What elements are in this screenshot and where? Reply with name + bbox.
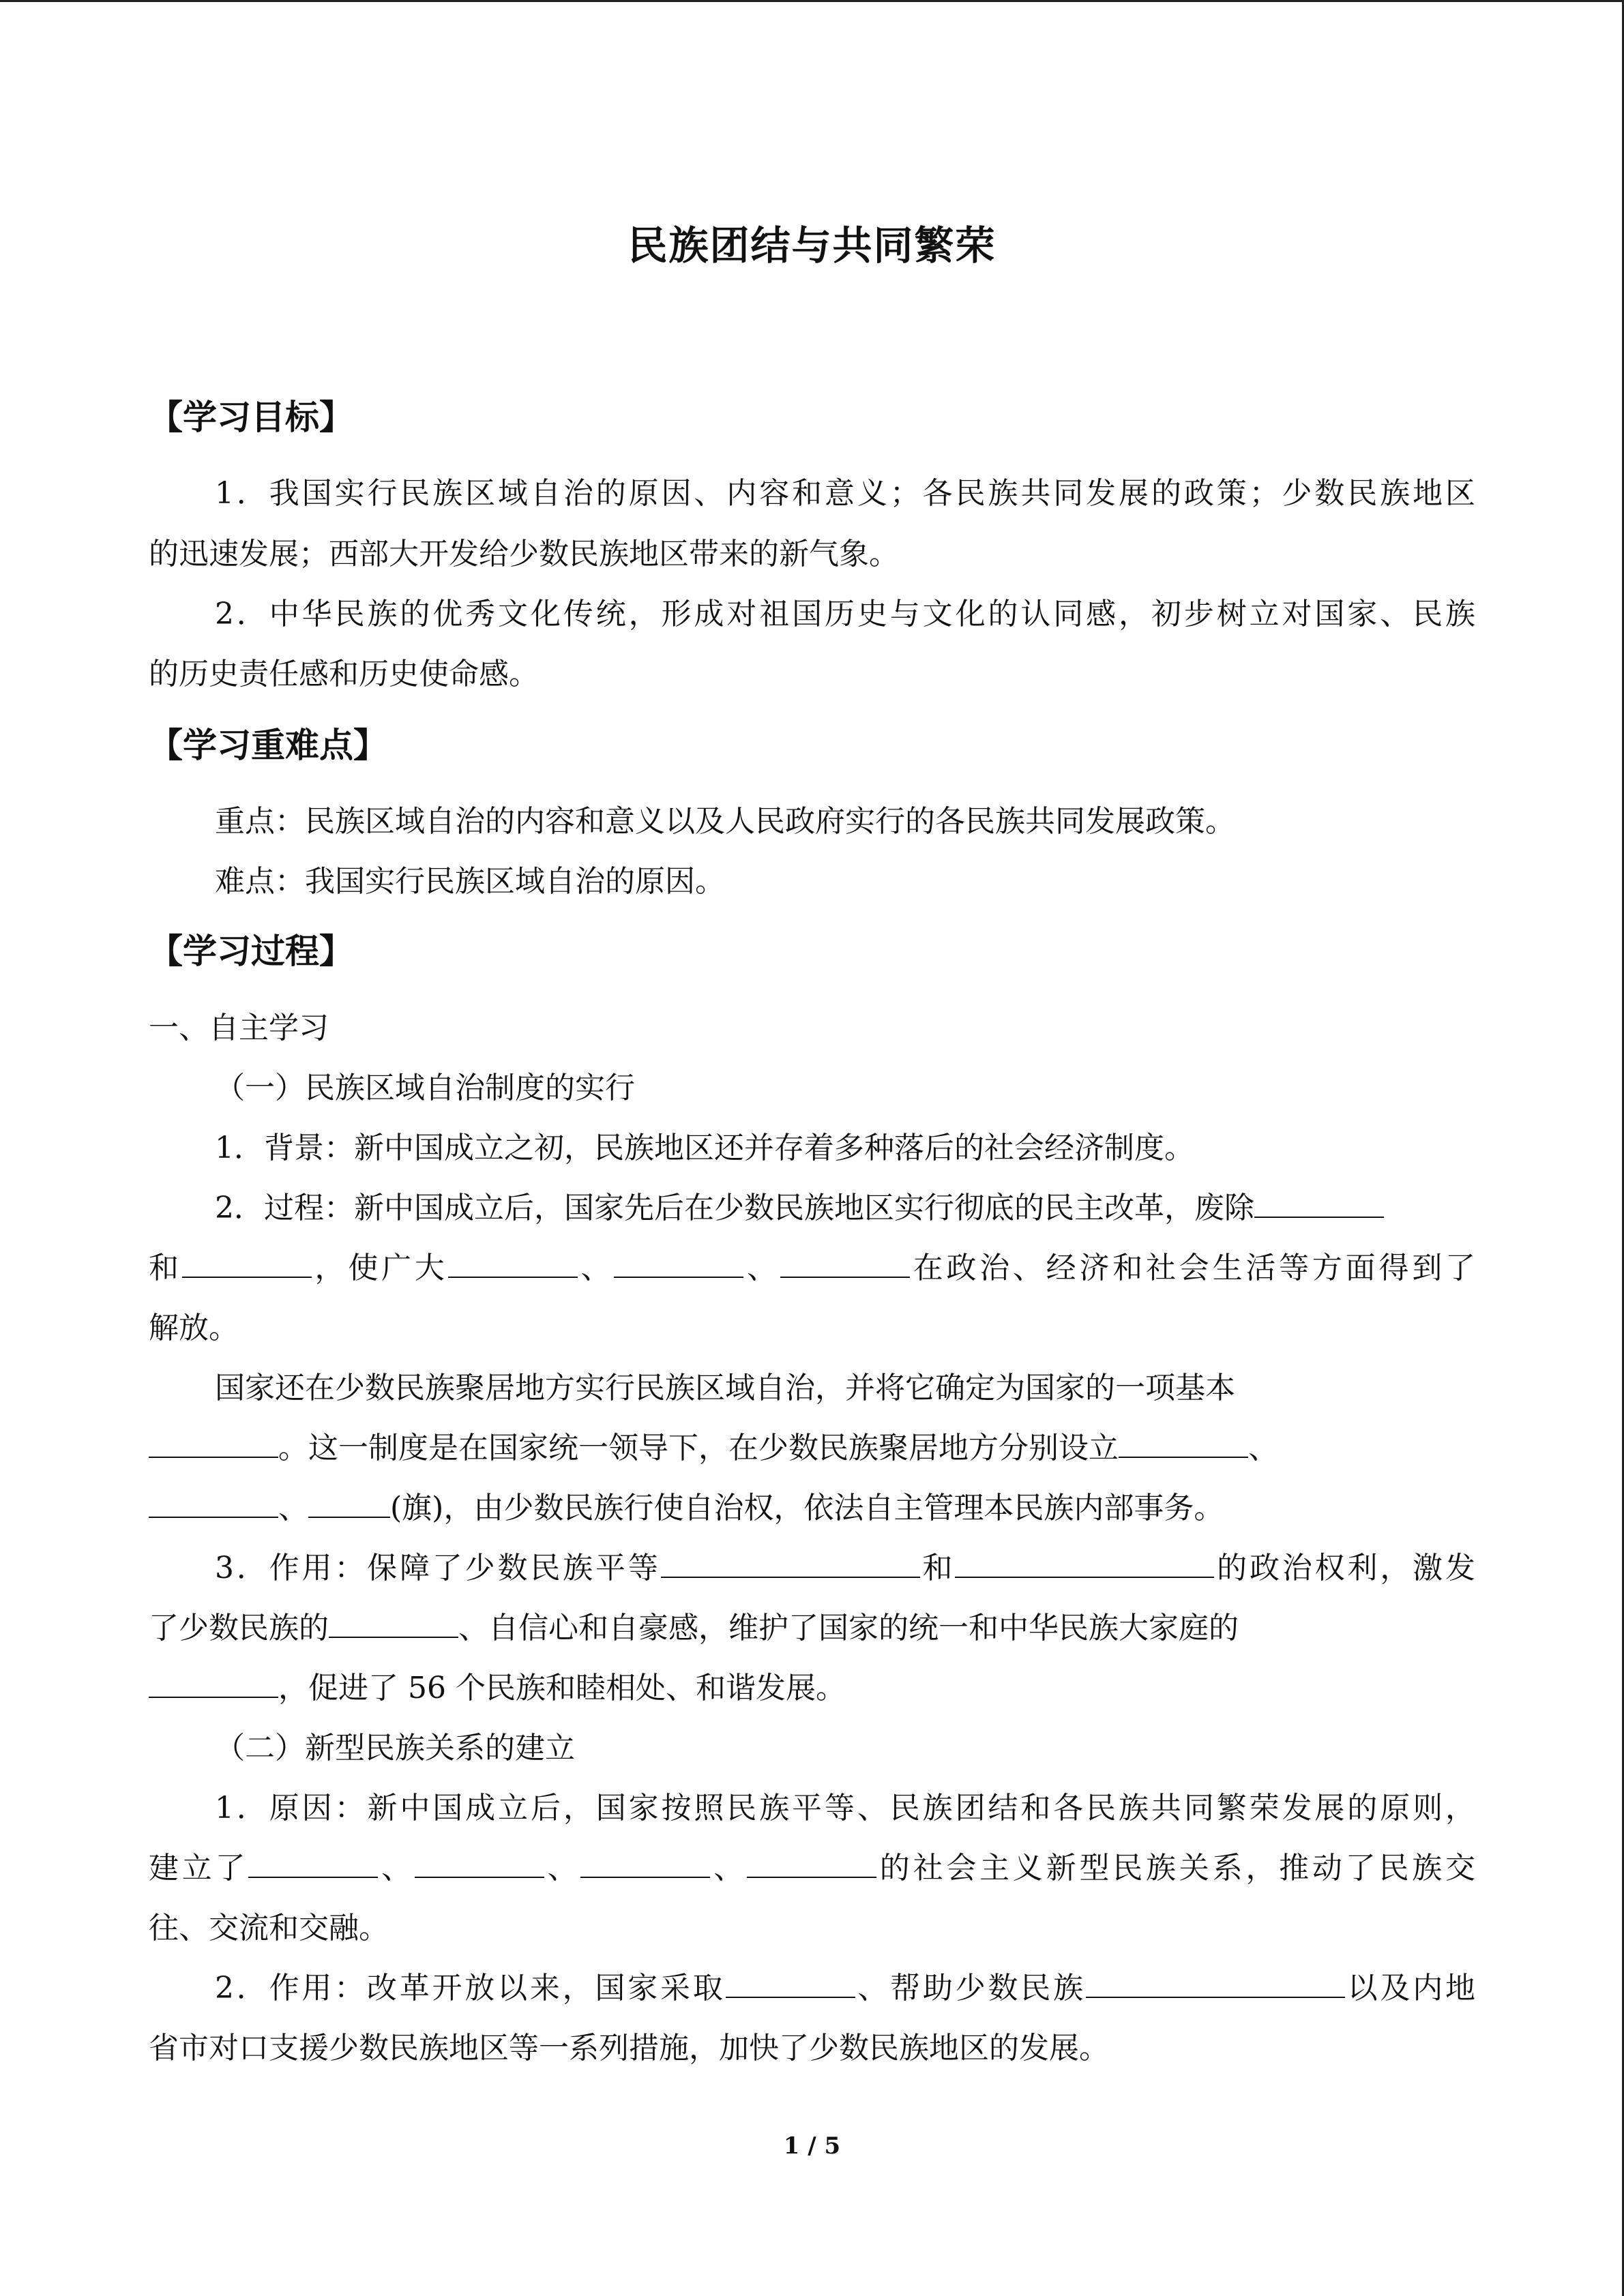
page-number: 1 / 5 <box>783 2132 841 2160</box>
reason-text-2e: 的社会主义新型民族关系，推动了民族交 <box>876 1851 1476 1885</box>
blank[interactable] <box>149 1669 278 1698</box>
statement-text-2b: 、 <box>1248 1431 1278 1465</box>
reason-text-2a: 建立了 <box>149 1851 249 1885</box>
subsection-2: （二）新型民族关系的建立 <box>215 1731 575 1765</box>
reason-text-2b: 、 <box>378 1851 415 1885</box>
blank[interactable] <box>182 1249 312 1278</box>
blank[interactable] <box>661 1549 920 1578</box>
background-line: 1．背景：新中国成立之初，民族地区还并存着多种落后的社会经济制度。 <box>215 1131 1194 1165</box>
role-text-1c: 的政治权利，激发 <box>1214 1551 1476 1585</box>
blank[interactable] <box>415 1849 544 1878</box>
difficult-point: 难点：我国实行民族区域自治的原因。 <box>215 864 725 899</box>
process-text-2a: 和 <box>149 1251 182 1285</box>
role-line-1 <box>149 1548 1475 1589</box>
blank[interactable] <box>747 1849 876 1878</box>
statement-text-3b: (旗)，由少数民族行使自治权，依法自主管理本民族内部事务。 <box>390 1491 1224 1525</box>
key-point: 重点：民族区域自治的内容和意义以及人民政府实行的各民族共同发展政策。 <box>215 804 1235 839</box>
blank[interactable] <box>614 1249 743 1278</box>
effect-line-2: 省市对口支援少数民族地区等一系列措施，加快了少数民族地区的发展。 <box>149 2031 1109 2066</box>
reason-text-2c: 、 <box>544 1851 581 1885</box>
reason-text-2d: 、 <box>710 1851 748 1885</box>
process-line-1 <box>149 1188 1475 1229</box>
heading-key-points: 【学习重难点】 <box>149 726 387 765</box>
process-line-2 <box>149 1248 1475 1289</box>
blank[interactable] <box>1119 1429 1248 1458</box>
effect-text-1c: 以及内地 <box>1344 1971 1476 2006</box>
objective-1-line-2: 的迅速发展；西部大开发给少数民族地区带来的新气象。 <box>149 537 899 571</box>
heading-process: 【学习过程】 <box>149 931 353 971</box>
page-title: 民族团结与共同繁荣 <box>628 222 996 269</box>
process-text-2e: 在政治、经济和社会生活等方面得到了 <box>909 1251 1476 1285</box>
blank[interactable] <box>1086 1969 1345 1998</box>
blank[interactable] <box>329 1609 458 1638</box>
process-text-2c: 、 <box>577 1251 615 1285</box>
effect-text-1a: 2．作用：改革开放以来，国家采取 <box>215 1971 726 2006</box>
process-text-1: 2．过程：新中国成立后，国家先后在少数民族地区实行彻底的民主改革，废除 <box>215 1191 1254 1225</box>
blank[interactable] <box>149 1429 278 1458</box>
role-line-3 <box>149 1668 1475 1709</box>
blank[interactable] <box>1254 1189 1384 1218</box>
subsection-1: （一）民族区域自治制度的实行 <box>215 1071 635 1105</box>
effect-line-1 <box>149 1968 1475 2009</box>
blank[interactable] <box>448 1249 578 1278</box>
reason-line-1: 1．原因：新中国成立后，国家按照民族平等、民族团结和各民族共同繁荣发展的原则， <box>215 1791 1475 1825</box>
role-text-2b: 、自信心和自豪感，维护了国家的统一和中华民族大家庭的 <box>458 1611 1239 1645</box>
blank[interactable] <box>149 1489 278 1518</box>
role-text-3: ，促进了 56 个民族和睦相处、和谐发展。 <box>278 1671 846 1705</box>
statement-text-2a: 。这一制度是在国家统一领导下，在少数民族聚居地方分别设立 <box>278 1431 1119 1465</box>
heading-objectives: 【学习目标】 <box>149 398 353 437</box>
blank[interactable] <box>955 1549 1214 1578</box>
objective-2-line-2: 的历史责任感和历史使命感。 <box>149 657 539 691</box>
blank[interactable] <box>726 1969 855 1998</box>
effect-text-1b: 、帮助少数民族 <box>855 1971 1086 2006</box>
statement-line-1: 国家还在少数民族聚居地方实行民族区域自治，并将它确定为国家的一项基本 <box>215 1371 1235 1405</box>
blank[interactable] <box>248 1849 378 1878</box>
role-text-1a: 3．作用：保障了少数民族平等 <box>215 1551 661 1585</box>
role-text-2a: 了少数民族的 <box>149 1611 329 1645</box>
statement-text-3a: 、 <box>278 1491 308 1525</box>
reason-line-2 <box>149 1848 1475 1889</box>
statement-line-3 <box>149 1488 1475 1529</box>
objective-2-line-1: 2．中华民族的优秀文化传统，形成对祖国历史与文化的认同感，初步树立对国家、民族 <box>215 597 1475 631</box>
blank[interactable] <box>780 1249 910 1278</box>
role-line-2 <box>149 1608 1475 1649</box>
objective-1-line-1: 1．我国实行民族区域自治的原因、内容和意义；各民族共同发展的政策；少数民族地区 <box>215 476 1475 511</box>
process-text-2d: 、 <box>743 1251 780 1285</box>
reason-line-3: 往、交流和交融。 <box>149 1911 389 1945</box>
process-text-2b: ，使广大 <box>311 1251 448 1285</box>
blank[interactable] <box>308 1489 390 1518</box>
role-text-1b: 和 <box>919 1551 956 1585</box>
part-self-study: 一、自主学习 <box>149 1011 329 1045</box>
statement-line-2 <box>149 1428 1475 1469</box>
blank[interactable] <box>580 1849 710 1878</box>
process-line-3: 解放。 <box>149 1311 239 1345</box>
